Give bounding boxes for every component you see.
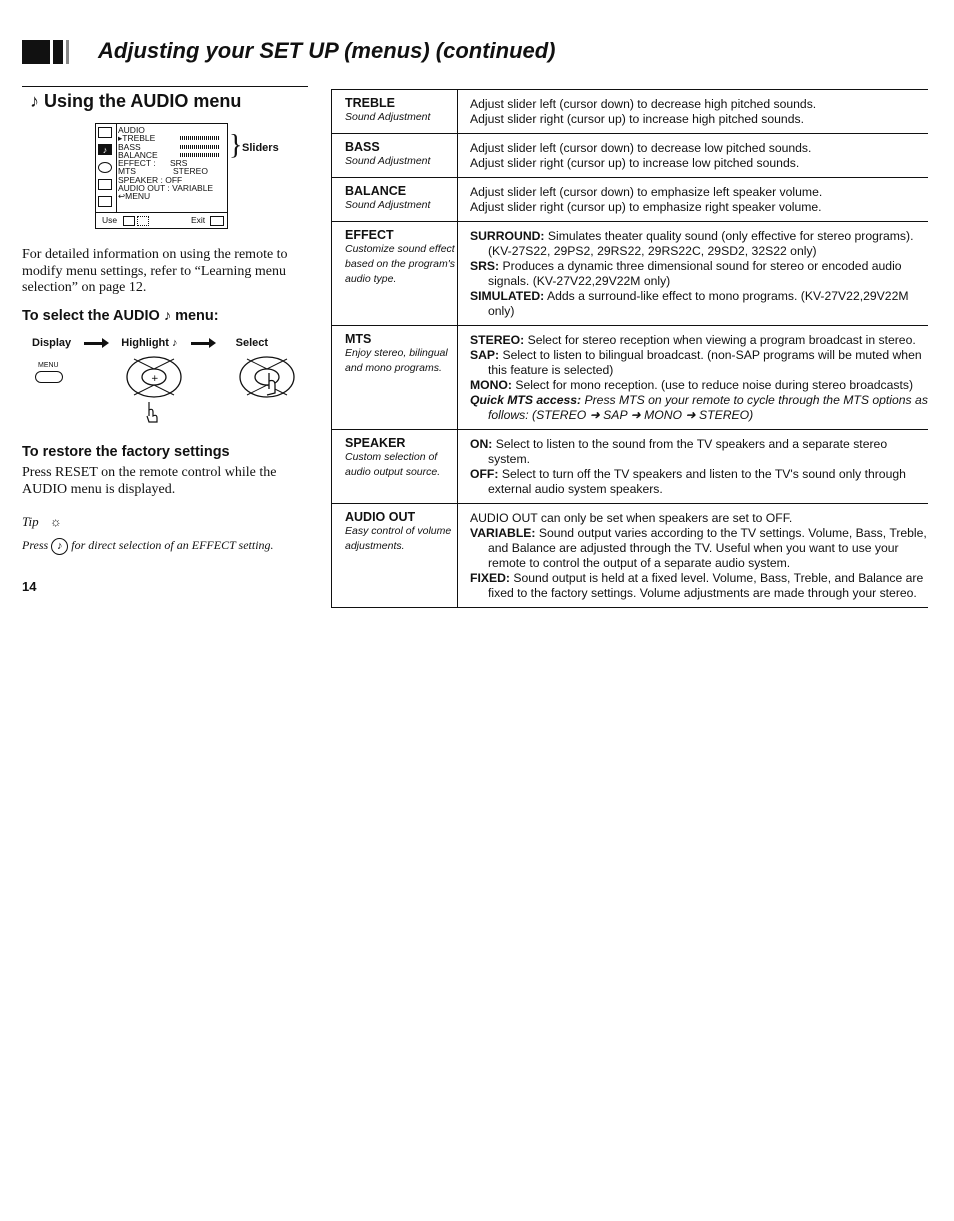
audio-settings-table [331, 89, 928, 608]
audio-note-icon: ♪ [98, 144, 112, 155]
menu-button-icon [35, 371, 63, 383]
setting-cell [332, 504, 458, 608]
description-line [470, 156, 928, 171]
menu-button-icon [210, 216, 224, 226]
tip-text [22, 538, 274, 555]
option-description: Sound output varies according to the TV settings. Volume, Bass, Treble, and Balance are adjusted through the TV. Useful when you want to use your remote to control the output of a separate audio system. [488, 526, 927, 570]
audio-button-icon: ♪ [51, 538, 68, 555]
clock-icon [98, 162, 112, 173]
description-line [470, 571, 928, 601]
option-description: Adds a surround-like effect to mono programs. (KV-27V22,29V22M only) [488, 289, 909, 318]
table-row [332, 90, 929, 134]
option-term: OFF: [470, 467, 499, 481]
setting-name: TREBLE [345, 96, 395, 110]
menu-line-text: BALANCE [118, 149, 158, 160]
table-row [332, 178, 929, 222]
setting-subtitle: Enjoy stereo, bilingual and mono programs. [345, 347, 448, 374]
menu-footer [96, 212, 227, 229]
setting-subtitle: Customize sound effect based on the program's audio type. [345, 243, 455, 285]
effect-value: SRS [170, 158, 188, 169]
option-description: Select to listen to the sound from the TV speakers and a separate stereo system. [488, 437, 888, 466]
option-term: SRS: [470, 259, 500, 273]
menu-line-text: EFFECT : [118, 158, 156, 169]
tip-label-text: Tip [22, 514, 39, 529]
option-description: Adjust slider right (cursor up) to increase high pitched sounds. [470, 112, 804, 126]
restore-text: Press RESET on the remote control while the AUDIO menu is displayed. [22, 465, 277, 497]
description-line [470, 97, 928, 112]
tv-icon [98, 127, 112, 138]
tip-text-after: for direct selection of an EFFECT setting. [71, 538, 274, 552]
option-description: Select to listen to bilingual broadcast. (non-SAP programs will be muted when this feature is selected) [488, 348, 922, 377]
setting-name: BALANCE [345, 184, 407, 198]
step-display: Display [32, 337, 72, 349]
table-row [332, 326, 929, 430]
hand-pointer-icon [143, 400, 163, 426]
audio-menu-screen [95, 123, 228, 229]
description-cell [458, 222, 929, 326]
slider-bar [180, 145, 220, 149]
option-description: Press MTS on your remote to cycle through the MTS options as follows: (STEREO ➜ SAP ➜ MONO ➜ STEREO) [488, 393, 928, 422]
slider-bar [180, 136, 220, 140]
menu-line [118, 192, 226, 200]
music-note-icon: ♪ [163, 308, 172, 324]
section-title-text: Using the AUDIO menu [44, 91, 242, 111]
setting-subtitle: Easy control of volume adjustments. [345, 525, 452, 552]
menu-line-text: AUDIO OUT : VARIABLE [118, 183, 214, 194]
setting-subtitle: Sound Adjustment [345, 199, 431, 211]
setting-name: SPEAKER [345, 436, 406, 450]
description-line [470, 259, 928, 289]
menu-line-text: BASS [118, 141, 141, 152]
menu-line-text: ▸TREBLE [118, 133, 156, 144]
page-number: 14 [22, 579, 37, 594]
arrow-icon [191, 342, 211, 345]
setting-name: MTS [345, 332, 372, 346]
option-term: VARIABLE: [470, 526, 536, 540]
use-label: Use [102, 215, 118, 225]
setting-name: BASS [345, 140, 380, 154]
section-title [30, 91, 241, 112]
description-line [470, 348, 928, 378]
option-description: Select for mono reception. (use to reduce noise during stereo broadcasts) [515, 378, 914, 392]
description-line [470, 467, 928, 497]
step-select: Select [235, 337, 269, 349]
description-line [470, 511, 928, 526]
description-line [470, 200, 928, 215]
sliders-label: Sliders [242, 142, 279, 154]
option-description: Simulates theater quality sound (only effective for stereo programs). (KV-27S22, 29PS2, 29RS22, 29RS22C, 29SD2, 32S22 only) [488, 229, 914, 258]
tip-text-before: Press [22, 538, 49, 552]
tip-label [22, 514, 62, 530]
joystick-select-icon [237, 355, 299, 405]
svg-text:+: + [151, 374, 159, 384]
description-cell [458, 504, 929, 608]
header-logo-blocks [22, 40, 72, 64]
joystick-highlight-icon [124, 355, 186, 405]
setting-cell [332, 222, 458, 326]
exit-label: Exit [191, 215, 206, 225]
setting-subtitle: Sound Adjustment [345, 111, 431, 123]
music-note-icon: ♪ [171, 337, 178, 349]
option-term: SAP: [470, 348, 500, 362]
setting-cell [332, 134, 458, 178]
description-line [470, 141, 928, 156]
setting-subtitle: Custom selection of audio output source. [345, 451, 441, 478]
menu-lines [118, 126, 226, 201]
channel-icon [98, 179, 112, 190]
select-heading-suffix: menu: [175, 308, 219, 324]
sliders-brace: } [229, 130, 243, 161]
menu-line-text: MTS [118, 166, 136, 177]
description-line [470, 437, 928, 467]
menu-line-text: SPEAKER : OFF [118, 174, 183, 185]
description-line [470, 185, 928, 200]
lightbulb-icon: ☼ [49, 514, 62, 529]
table-row [332, 222, 929, 326]
description-cell [458, 134, 929, 178]
menu-line-text: ↩MENU [118, 191, 151, 202]
option-description: Select to turn off the TV speakers and listen to the TV's sound only through external audio system speakers. [488, 467, 906, 496]
option-term: STEREO: [470, 333, 525, 347]
page-title: Adjusting your SET UP (menus) (continued) [98, 38, 556, 63]
option-term: Quick MTS access: [470, 393, 582, 407]
arrow-icon [84, 342, 104, 345]
description-cell [458, 326, 929, 430]
option-description: AUDIO OUT can only be set when speakers are set to OFF. [470, 511, 793, 525]
joystick-icon [123, 216, 135, 226]
option-term: SURROUND: [470, 229, 545, 243]
menu-line-text: AUDIO [118, 125, 145, 135]
setting-cell [332, 430, 458, 504]
description-line [470, 112, 928, 127]
table-row [332, 430, 929, 504]
setting-cell [332, 178, 458, 222]
option-description: Select for stereo reception when viewing a program broadcast in stereo. [527, 333, 916, 347]
option-description: Adjust slider right (cursor up) to increase low pitched sounds. [470, 156, 800, 170]
option-description: Produces a dynamic three dimensional sound for stereo or encoded audio signals. (KV-27V22,29V22M only) [488, 259, 902, 288]
description-line [470, 378, 928, 393]
caption-icon [98, 196, 112, 207]
description-line [470, 526, 928, 571]
description-line [470, 289, 928, 319]
intro-paragraph: For detailed information on using the remote to modify menu settings, refer to “Learning menu selection” on page 12. [22, 247, 288, 296]
option-description: Adjust slider right (cursor up) to emphasize right speaker volume. [470, 200, 822, 214]
restore-heading: To restore the factory settings [22, 444, 230, 460]
description-cell [458, 430, 929, 504]
option-description: Sound output is held at a fixed level. Volume, Bass, Treble, and Balance are fixed to the factory settings. Volume adjustments are made through your stereo. [488, 571, 924, 600]
setting-cell [332, 90, 458, 134]
description-line [470, 333, 928, 348]
setting-name: EFFECT [345, 228, 394, 242]
option-description: Adjust slider left (cursor down) to decrease low pitched sounds. [470, 141, 812, 155]
description-cell [458, 90, 929, 134]
table-row [332, 504, 929, 608]
option-term: ON: [470, 437, 493, 451]
setting-name: AUDIO OUT [345, 510, 416, 524]
description-line [470, 229, 928, 259]
select-heading [22, 308, 219, 324]
menu-icon-column [96, 124, 117, 212]
select-icon [137, 216, 149, 226]
option-term: MONO: [470, 378, 512, 392]
music-note-icon: ♪ [30, 91, 39, 111]
table-row [332, 134, 929, 178]
description-line [470, 393, 928, 423]
menu-button-label: MENU [38, 362, 59, 369]
option-description: Adjust slider left (cursor down) to emphasize left speaker volume. [470, 185, 823, 199]
mts-value: STEREO [173, 166, 208, 177]
select-heading-text: To select the AUDIO [22, 308, 160, 324]
setting-subtitle: Sound Adjustment [345, 155, 431, 167]
header-rule [22, 86, 308, 87]
option-term: SIMULATED: [470, 289, 545, 303]
setting-cell [332, 326, 458, 430]
slider-bar [180, 153, 220, 157]
option-term: FIXED: [470, 571, 510, 585]
description-cell [458, 178, 929, 222]
option-description: Adjust slider left (cursor down) to decrease high pitched sounds. [470, 97, 817, 111]
step-highlight: Highlight [121, 337, 169, 349]
steps-row [32, 337, 268, 349]
